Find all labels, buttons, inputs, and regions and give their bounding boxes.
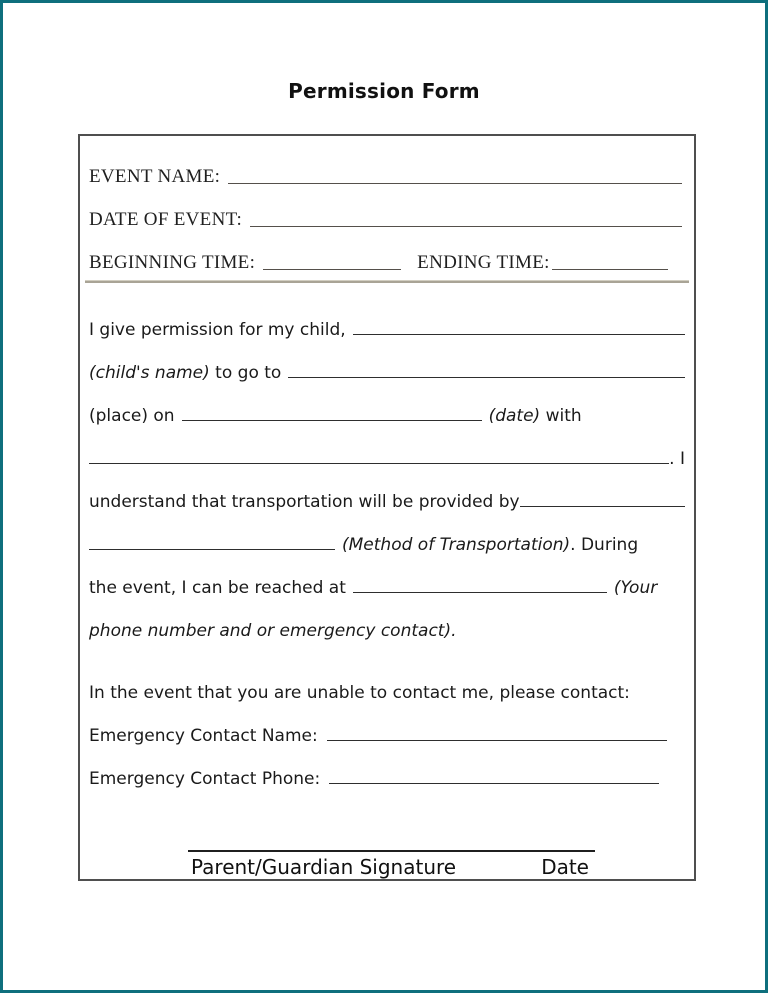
child-name-hint: (child's name)	[89, 363, 210, 383]
emergency-phone-label: Emergency Contact Phone:	[89, 769, 321, 789]
statement-text: understand that transportation will be provided by	[89, 492, 520, 512]
statement-text: the event, I can be reached at	[89, 578, 346, 598]
beginning-time-blank[interactable]	[263, 269, 401, 270]
section-divider	[85, 280, 689, 283]
date-label: Date	[541, 855, 589, 879]
statement-text: (place) on	[89, 406, 175, 426]
phone-hint-end: phone number and or emergency contact).	[89, 621, 457, 641]
statement-line-2	[89, 342, 685, 385]
page-title: Permission Form	[288, 79, 480, 103]
date-blank[interactable]	[182, 418, 482, 421]
statement-line-3	[89, 385, 685, 428]
times-row	[89, 232, 684, 275]
emergency-name-row	[89, 705, 685, 748]
statement-text: . During	[570, 535, 639, 555]
beginning-time-label: BEGINNING TIME:	[89, 252, 256, 273]
statement-line-4	[89, 428, 685, 471]
emergency-heading: In the event that you are unable to contact me, please contact:	[89, 683, 630, 703]
signature-line[interactable]	[188, 850, 595, 852]
phone-hint-start: (Your	[613, 578, 658, 598]
transportation-blank-2[interactable]	[89, 547, 335, 550]
signature-label: Parent/Guardian Signature	[191, 855, 457, 879]
form-box	[78, 134, 696, 881]
statement-text: to go to	[209, 363, 282, 383]
ending-time-blank[interactable]	[552, 269, 668, 270]
reached-at-blank[interactable]	[353, 590, 607, 593]
emergency-phone-row	[89, 748, 685, 791]
event-name-label: EVENT NAME:	[89, 166, 221, 187]
emergency-name-label: Emergency Contact Name:	[89, 726, 318, 746]
date-hint: (date)	[488, 406, 541, 426]
statement-text: with	[540, 406, 582, 426]
emergency-heading-line	[89, 662, 685, 705]
statement-text: . I	[669, 449, 685, 469]
chaperone-blank[interactable]	[89, 461, 669, 464]
event-name-row	[89, 146, 684, 189]
statement-line-1	[89, 299, 685, 342]
statement-line-5	[89, 471, 685, 514]
date-of-event-label: DATE OF EVENT:	[89, 209, 243, 230]
signature-labels-row	[188, 855, 595, 879]
date-of-event-row	[89, 189, 684, 232]
header-fields-section	[80, 136, 694, 275]
transportation-hint: (Method of Transportation)	[342, 535, 571, 555]
statement-line-7	[89, 557, 685, 600]
event-name-blank[interactable]	[228, 183, 682, 184]
emergency-phone-blank[interactable]	[329, 781, 659, 784]
ending-time-label: ENDING TIME:	[417, 252, 550, 273]
child-name-blank[interactable]	[353, 332, 685, 335]
statement-line-6	[89, 514, 685, 557]
permission-statement-section	[80, 299, 694, 791]
date-of-event-blank[interactable]	[250, 226, 682, 227]
statement-text: I give permission for my child,	[89, 320, 346, 340]
transportation-blank[interactable]	[520, 504, 685, 507]
emergency-name-blank[interactable]	[327, 738, 667, 741]
place-blank[interactable]	[288, 375, 685, 378]
statement-line-8	[89, 600, 685, 643]
